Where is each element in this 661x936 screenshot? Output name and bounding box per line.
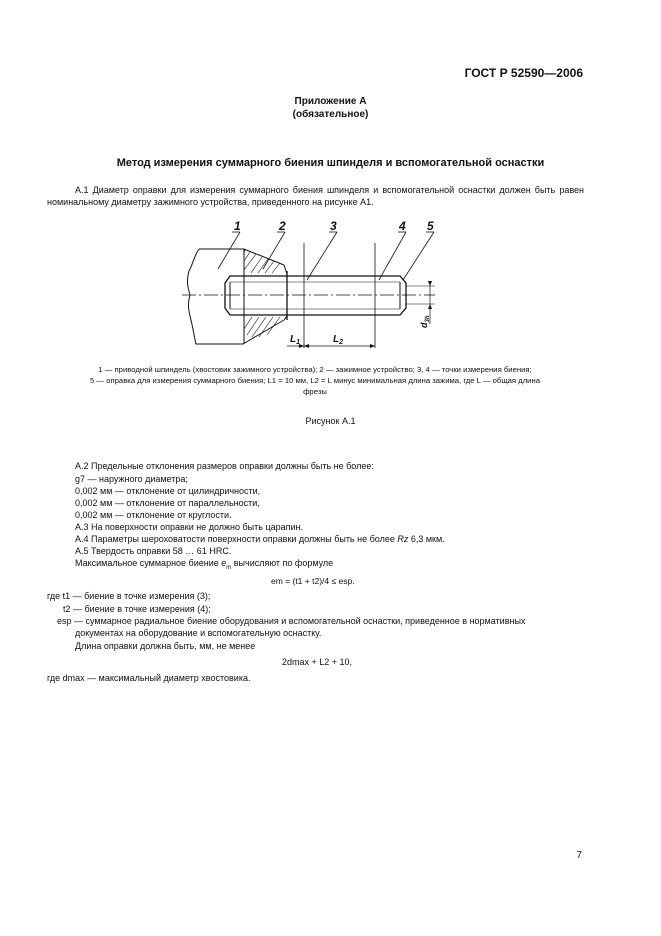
figure-caption: Рисунок А.1 bbox=[305, 416, 356, 426]
where-t1: где t1 — биение в точке измерения (3); bbox=[47, 591, 211, 601]
formula-length: 2dmax + L2 + 10, bbox=[282, 657, 353, 667]
section-title: Метод измерения суммарного биения шпинделя и вспомогательной оснастки bbox=[116, 157, 545, 169]
legend-line-2: 5 — оправка для измерения суммарного биения; L1 = 10 мм, L2 = L минус минимальная длина зажима, где L — общая длина bbox=[89, 376, 540, 385]
definition-esp-cont: документах на оборудование и вспомогательную оснастку. bbox=[75, 628, 322, 638]
paragraph-a4: А.4 Параметры шероховатости поверхности оправки должны быть не более Rz 6,3 мкм. bbox=[75, 534, 445, 544]
tolerance-roundness: 0,002 мм — отклонение от круглости. bbox=[75, 510, 232, 520]
callout-4: 4 bbox=[399, 219, 406, 233]
length-requirement: Длина оправки должна быть, мм, не менее bbox=[75, 641, 256, 651]
tolerance-cylindricity: 0,002 мм — отклонение от цилиндричности, bbox=[75, 486, 261, 496]
page-number: 7 bbox=[576, 850, 582, 861]
paragraph-a3: А.3 На поверхности оправки не должно быть царапин. bbox=[75, 522, 304, 532]
definition-t2: t2 — биение в точке измерения (4); bbox=[63, 604, 211, 614]
where-dmax: где dmax — максимальный диаметр хвостовика. bbox=[47, 673, 251, 683]
dim-diameter-label: $d_{3h}$ bbox=[419, 315, 431, 328]
figure-a1-drawing bbox=[170, 216, 460, 361]
formula-runout: em = (t1 + t2)/4 ≤ esp. bbox=[271, 576, 355, 586]
legend-line-3: фрезы bbox=[303, 387, 327, 396]
callout-3: 3 bbox=[330, 219, 337, 233]
callout-5: 5 bbox=[427, 219, 434, 233]
paragraph-a2: А.2 Предельные отклонения размеров оправки должны быть не более: bbox=[75, 461, 374, 471]
appendix-status: (обязательное) bbox=[292, 109, 369, 120]
appendix-heading bbox=[0, 95, 661, 121]
definition-esp: esp — суммарное радиальное биение оборудования и вспомогательной оснастки, приведенное в нормативных bbox=[57, 616, 526, 626]
paragraph-a5: А.5 Твердость оправки 58 … 61 HRC. bbox=[75, 546, 232, 556]
max-runout-text: Максимальное суммарное биение $e_m$ вычисляют по формуле bbox=[75, 558, 334, 571]
dim-l2-label: $L_2$ bbox=[333, 334, 344, 346]
dim-l1-label: $L_1$ bbox=[290, 334, 301, 346]
figure-legend bbox=[50, 364, 580, 397]
callout-2: 2 bbox=[279, 219, 286, 233]
tolerance-g7: g7 — наружного диаметра; bbox=[75, 474, 188, 484]
callout-1: 1 bbox=[234, 219, 241, 233]
legend-line-1: 1 — приводной шпиндель (хвостовик зажимного устройства); 2 — зажимное устройство; 3, 4 — точки измерения биения; bbox=[98, 365, 532, 374]
paragraph-a1: А.1 Диаметр оправки для измерения суммарного биения шпинделя и вспомогательной оснастки должен быть равен номинальному диаметру зажимного устройства, приведенного на рисунке А1. bbox=[47, 185, 584, 207]
document-header: ГОСТ Р 52590—2006 bbox=[464, 66, 583, 80]
appendix-title: Приложение А bbox=[294, 96, 367, 107]
tolerance-parallelism: 0,002 мм — отклонение от параллельности, bbox=[75, 498, 260, 508]
